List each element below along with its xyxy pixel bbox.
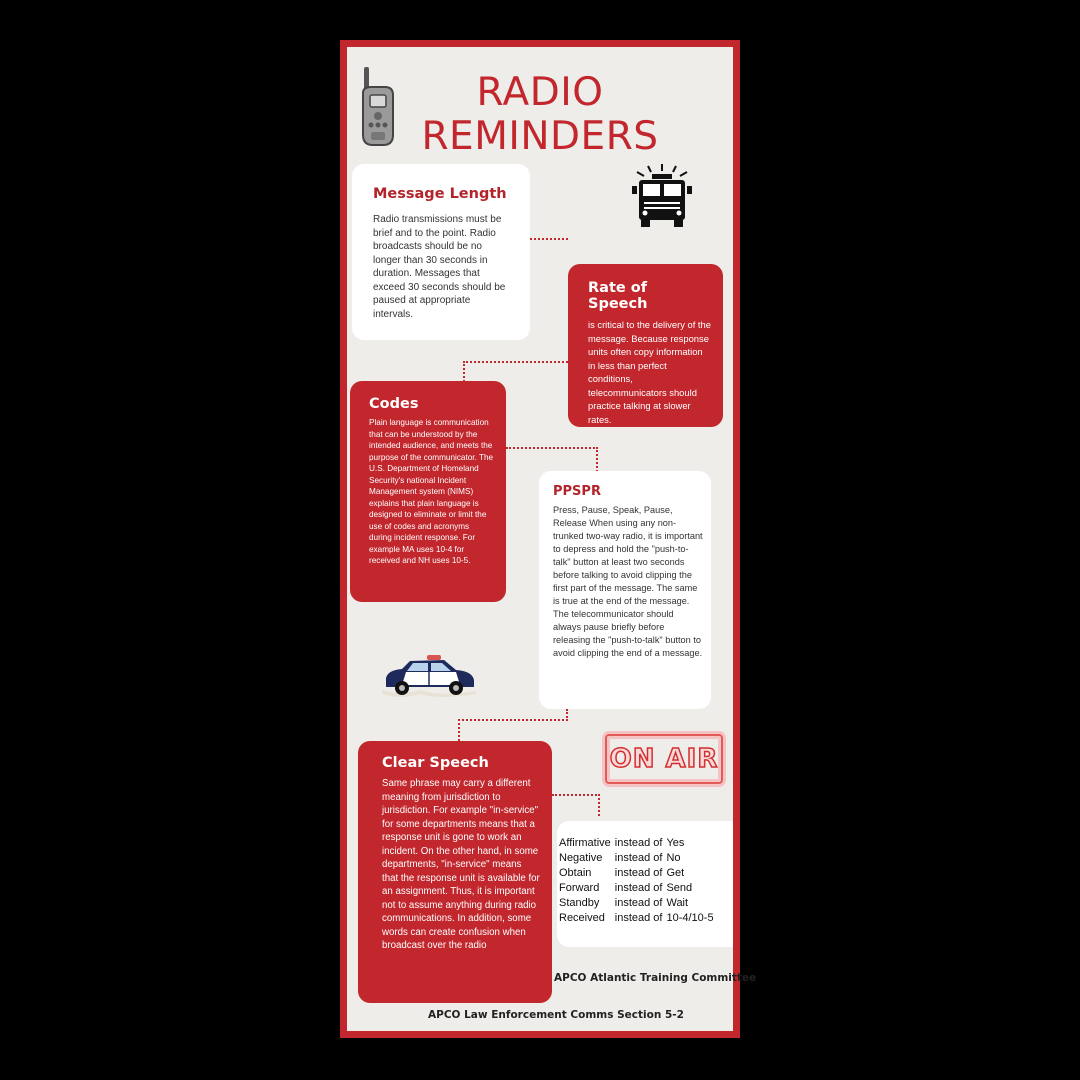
connector-2b xyxy=(463,361,465,382)
word: Forward xyxy=(559,882,600,894)
connector-3a xyxy=(506,447,598,449)
replaced-word: Get xyxy=(666,867,685,879)
word-list-row xyxy=(557,851,716,866)
connector-5b xyxy=(598,794,600,816)
clear-speech-body: Same phrase may carry a different meaning from jurisdiction to jurisdiction. For example "in-service" for some departments means that a response unit is gone to work an incident. On the other hand, in some departments, "in-service" means that the response unit is available for an assignment. Thus, it is important not to assume anything during radio communications. In addition, some words can create confusion when broadcast over the radio xyxy=(382,778,540,951)
message-length-card xyxy=(352,164,530,340)
codes-body: Plain language is communication that can be understood by the intended audience, and meets the purpose of the communicator. The U.S. Department of Homeland Security's national Incident Management system (NIMS) explains that plain language is designed to eliminate or limit the use of codes and acronyms during incident response. For example MA uses 10-4 for received and NH uses 10-5. xyxy=(369,418,494,565)
police-car-icon xyxy=(380,652,480,702)
instead-of: instead of xyxy=(614,867,663,879)
connector-2a xyxy=(463,361,568,363)
codes-card xyxy=(350,381,506,602)
connector-4b xyxy=(458,719,568,721)
committee-credit: APCO Atlantic Training Committee xyxy=(554,972,757,984)
word: Affirmative xyxy=(559,837,611,849)
word-list-row xyxy=(557,881,716,896)
ppspr-heading: PPSPR xyxy=(553,484,601,499)
rate-of-speech-card xyxy=(568,264,723,427)
connector-3b xyxy=(596,447,598,472)
rate-of-speech-body: is critical to the delivery of the message. Because response units often copy information in less than perfect conditions, telecommunicators should practice talking at slower rates. xyxy=(588,319,711,425)
replaced-word: No xyxy=(666,852,681,864)
rate-of-speech-heading: Rate of Speech xyxy=(588,280,648,312)
ppspr-card xyxy=(539,471,711,709)
word-list-table xyxy=(557,836,716,926)
instead-of: instead of xyxy=(614,897,663,909)
clear-speech-card xyxy=(358,741,552,1003)
poster-title-line1: RADIO xyxy=(476,70,604,115)
replaced-word: 10-4/10-5 xyxy=(666,912,714,924)
replaced-word: Yes xyxy=(666,837,685,849)
word: Obtain xyxy=(559,867,592,879)
section-footer: APCO Law Enforcement Comms Section 5-2 xyxy=(428,1009,684,1021)
poster-title-line2: REMINDERS xyxy=(421,114,659,159)
instead-of: instead of xyxy=(614,882,663,894)
word: Standby xyxy=(559,897,600,909)
replaced-word: Wait xyxy=(666,897,689,909)
fire-truck-icon xyxy=(627,162,697,228)
word-list-row xyxy=(557,911,716,926)
on-air-sign: ON AIR xyxy=(605,734,723,784)
codes-heading: Codes xyxy=(369,396,419,412)
clear-speech-heading: Clear Speech xyxy=(382,755,489,771)
replaced-word: Send xyxy=(666,882,693,894)
instead-of: instead of xyxy=(614,837,663,849)
message-length-body: Radio transmissions must be brief and to the point. Radio broadcasts should be no longer than 30 seconds in duration. Messages that exceed 30 seconds should be paused at appropriate intervals. xyxy=(373,214,506,320)
ppspr-body: Press, Pause, Speak, Pause, Release When using any non-trunked two-way radio, it is important to depress and hold the "push-to-talk" button at least two seconds before talking to avoid clipping the first part of the message. The same is true at the end of the message. The telecommunicator should always pause briefly before releasing the "push-to-talk" button to avoid clipping the end of a message. xyxy=(553,505,703,658)
connector-1 xyxy=(530,238,568,240)
connector-4c xyxy=(458,719,460,741)
poster-body xyxy=(347,47,757,1031)
poster xyxy=(340,40,757,1038)
word: Negative xyxy=(559,852,603,864)
instead-of: instead of xyxy=(614,852,663,864)
connector-5a xyxy=(552,794,600,796)
word-list-row xyxy=(557,896,716,911)
message-length-heading: Message Length xyxy=(373,186,507,202)
word-list-row xyxy=(557,866,716,881)
instead-of: instead of xyxy=(614,912,663,924)
word: Received xyxy=(559,912,605,924)
word-list-card xyxy=(557,821,733,947)
word-list-row xyxy=(557,836,716,851)
